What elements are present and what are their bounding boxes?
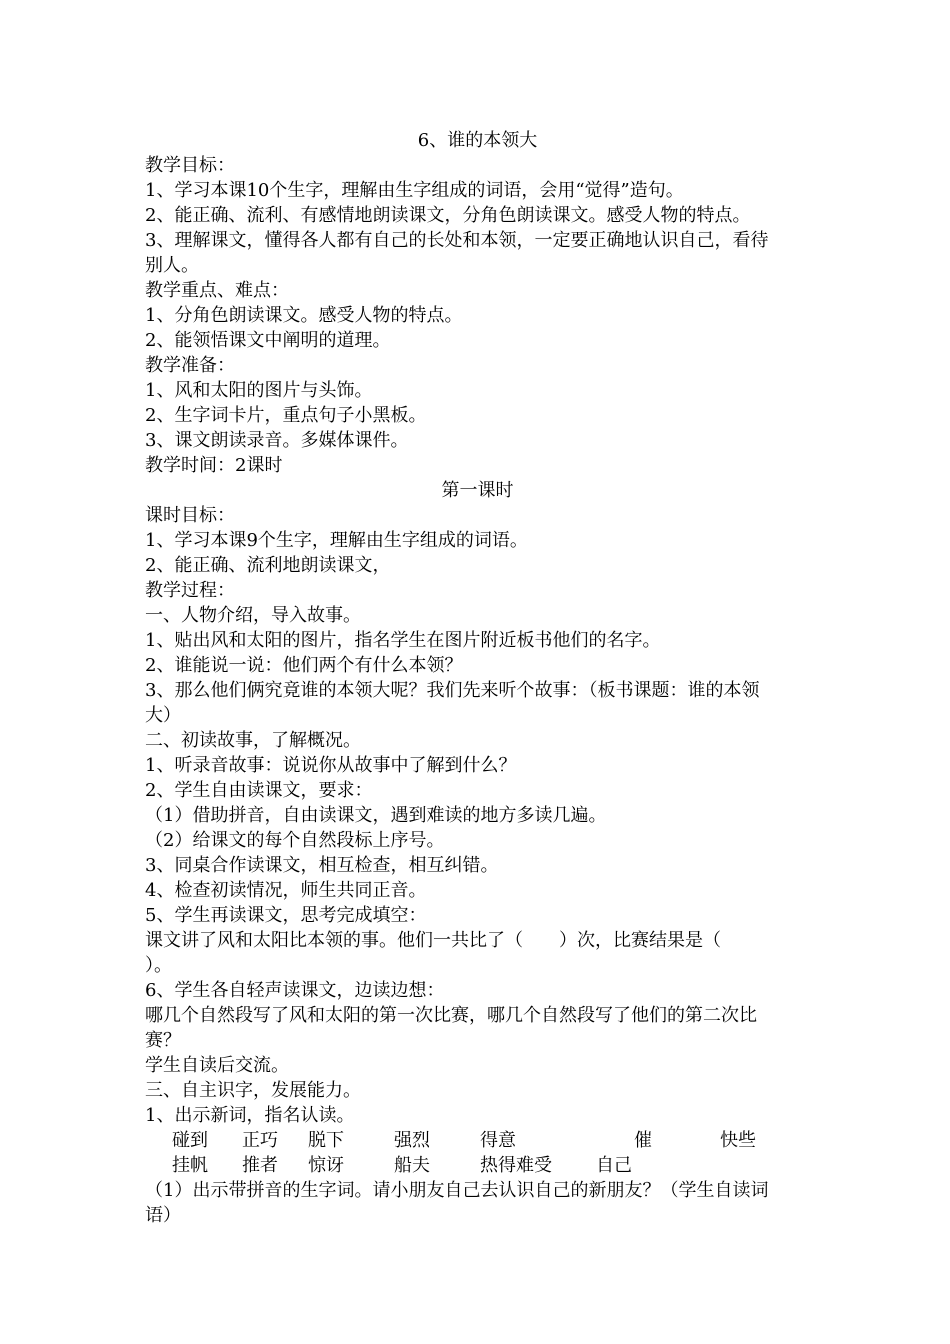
vocab-word: 催: [634, 1130, 652, 1151]
vocab-word: 热得难受: [480, 1155, 552, 1176]
text-line: 三、自主识字，发展能力。: [145, 1080, 361, 1101]
text-line: 1、出示新词，指名认读。: [145, 1105, 355, 1126]
text-line: 5、学生再读课文，思考完成填空：: [145, 905, 427, 926]
text-line: 3、同桌合作读课文，相互检查，相互纠错。: [145, 855, 499, 876]
text-line: 二、初读故事，了解概况。: [145, 730, 361, 751]
text-line: 哪几个自然段写了风和太阳的第一次比赛，哪几个自然段写了他们的第二次比: [145, 1005, 757, 1026]
text-line: 语）: [145, 1205, 181, 1226]
text-line: 课时目标：: [145, 505, 235, 526]
text-line: 2、学生自由读课文，要求：: [145, 780, 373, 801]
vocab-word: 快些: [720, 1130, 756, 1151]
text-line: 别人。: [145, 255, 199, 276]
text-line: 教学过程：: [145, 580, 235, 601]
vocab-word: 碰到: [172, 1130, 208, 1151]
vocab-word: 惊讶: [308, 1155, 344, 1176]
document-page: [145, 128, 810, 1228]
text-line: 1、学习本课10个生字，理解由生字组成的词语，会用“觉得”造句。: [145, 180, 684, 201]
text-line: （1）借助拼音，自由读课文，遇到难读的地方多读几遍。: [145, 805, 607, 826]
vocab-word: 自己: [596, 1155, 632, 1176]
text-line: 3、理解课文，懂得各人都有自己的长处和本领，一定要正确地认识自己，看待: [145, 230, 769, 251]
lesson-title: 6、谁的本领大: [417, 130, 538, 151]
text-line: 2、能正确、流利地朗读课文，: [145, 555, 391, 576]
text-line: 2、能正确、流利、有感情地朗读课文，分角色朗读课文。感受人物的特点。: [145, 205, 751, 226]
vocab-word: 脱下: [308, 1130, 344, 1151]
text-line: （1）出示带拼音的生字词。请小朋友自己去认识自己的新朋友？（学生自读词: [145, 1180, 769, 1201]
vocab-word: 得意: [480, 1130, 516, 1151]
section-title: 第一课时: [441, 480, 514, 501]
vocab-word: 船夫: [394, 1155, 430, 1176]
text-line: 教学目标：: [145, 155, 235, 176]
text-line: 教学时间：2课时: [145, 455, 283, 476]
vocab-word: 强烈: [394, 1130, 430, 1151]
vocab-word: 推者: [242, 1155, 278, 1176]
text-line: 教学重点、难点：: [145, 280, 289, 301]
text-line: 1、学习本课9个生字，理解由生字组成的词语。: [145, 530, 528, 551]
text-line: 2、谁能说一说：他们两个有什么本领？: [145, 655, 463, 676]
text-line: 3、那么他们俩究竟谁的本领大呢？我们先来听个故事：（板书课题：谁的本领: [145, 680, 760, 701]
vocab-word: 正巧: [242, 1130, 278, 1151]
text-line: 1、听录音故事：说说你从故事中了解到什么？: [145, 755, 517, 776]
text-line: 一、人物介绍，导入故事。: [145, 605, 361, 626]
vocab-row-1: [145, 1128, 810, 1153]
text-line: 赛？: [145, 1030, 181, 1051]
text-line: 6、学生各自轻声读课文，边读边想：: [145, 980, 445, 1001]
text-line: 2、生字词卡片，重点句子小黑板。: [145, 405, 427, 426]
text-line: ）。: [145, 955, 172, 976]
text-line: 4、检查初读情况，师生共同正音。: [145, 880, 427, 901]
text-line: 2、能领悟课文中阐明的道理。: [145, 330, 391, 351]
text-line: 课文讲了风和太阳比本领的事。他们一共比了（ ）次，比赛结果是（: [145, 930, 721, 951]
text-line: （2）给课文的每个自然段标上序号。: [145, 830, 445, 851]
text-line: 教学准备：: [145, 355, 235, 376]
text-line: 学生自读后交流。: [145, 1055, 289, 1076]
text-line: 1、分角色朗读课文。感受人物的特点。: [145, 305, 463, 326]
text-line: 3、课文朗读录音。多媒体课件。: [145, 430, 409, 451]
text-line: 大）: [145, 705, 181, 726]
text-line: 1、贴出风和太阳的图片，指名学生在图片附近板书他们的名字。: [145, 630, 661, 651]
vocab-row-2: [145, 1153, 810, 1178]
vocab-word: 挂帆: [172, 1155, 208, 1176]
text-line: 1、风和太阳的图片与头饰。: [145, 380, 373, 401]
